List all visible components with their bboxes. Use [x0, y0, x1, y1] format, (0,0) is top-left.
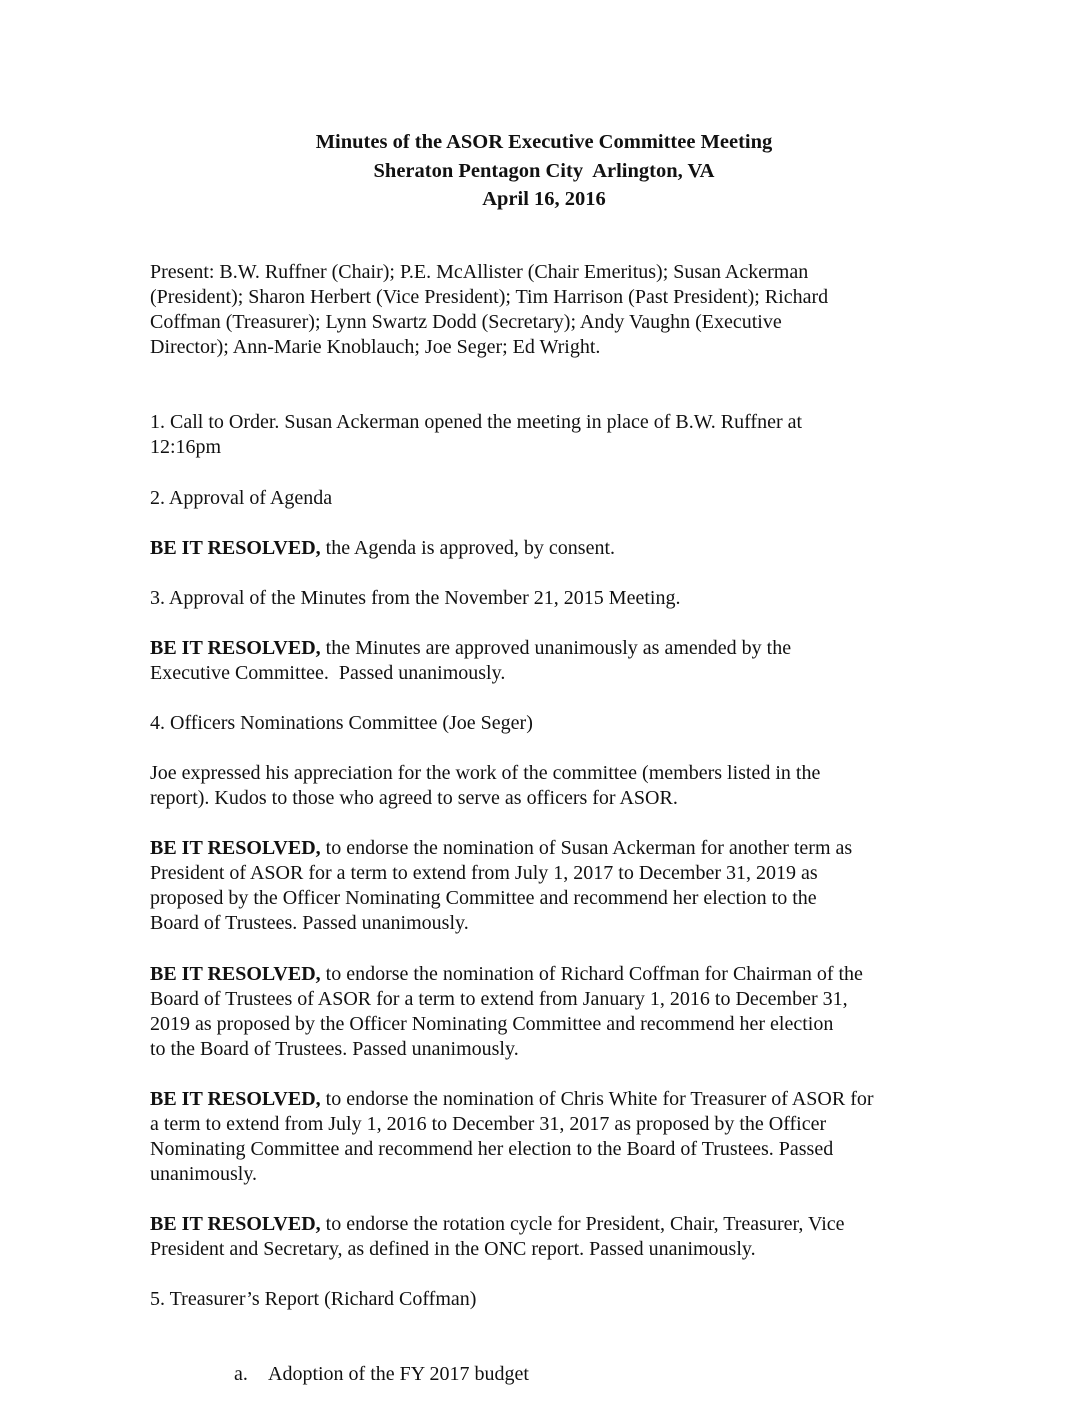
- resolution-treasurer-line-2: a term to extend from July 1, 2016 to December 31, 2017 as proposed by the Officer: [150, 1113, 827, 1135]
- officers-nominations-text: 4. Officers Nominations Committee (Joe Seger): [150, 712, 533, 734]
- resolution-rotation-text: to endorse the rotation cycle for President, Chair, Treasurer, Vice: [320, 1213, 845, 1235]
- title-line-2: Sheraton Pentagon City Arlington, VA: [373, 159, 715, 182]
- attendees-line-4: Director); Ann-Marie Knoblauch; Joe Seger; Ed Wright.: [150, 336, 601, 358]
- resolution-treasurer-line-3: Nominating Committee and recommend her election to the Board of Trustees. Passed: [150, 1138, 834, 1160]
- approval-of-agenda-text: 2. Approval of Agenda: [150, 487, 333, 509]
- resolution-treasurer-line-4: unanimously.: [150, 1163, 258, 1185]
- call-to-order-line-2: 12:16pm: [150, 436, 222, 458]
- resolved-label: BE IT RESOLVED,: [150, 837, 321, 859]
- resolution-chairman-text: to endorse the nomination of Richard Coffman for Chairman of the: [320, 963, 863, 985]
- resolution-agenda-text: the Agenda is approved, by consent.: [320, 537, 616, 559]
- resolved-label: BE IT RESOLVED,: [150, 1088, 321, 1110]
- resolution-chairman-line-4: to the Board of Trustees. Passed unanimously.: [150, 1038, 519, 1060]
- resolved-label: BE IT RESOLVED,: [150, 637, 321, 659]
- resolution-rotation-line-2: President and Secretary, as defined in the ONC report. Passed unanimously.: [150, 1238, 756, 1260]
- resolution-agenda: [150, 536, 950, 561]
- title-line-3: April 16, 2016: [482, 188, 606, 210]
- call-to-order-line-1: 1. Call to Order. Susan Ackerman opened the meeting in place of B.W. Ruffner at: [150, 411, 803, 433]
- joe-line-2: report). Kudos to those who agreed to serve as officers for ASOR.: [150, 787, 678, 809]
- approval-of-minutes-heading: [150, 586, 950, 611]
- list-marker: a.: [234, 1363, 248, 1385]
- resolution-treasurer: [150, 1087, 950, 1187]
- budget-adoption-text: Adoption of the FY 2017 budget: [268, 1363, 529, 1385]
- resolution-rotation-line-1: [150, 1212, 950, 1237]
- resolution-treasurer-text: to endorse the nomination of Chris White for Treasurer of ASOR for: [320, 1088, 874, 1110]
- attendees-line-3: Coffman (Treasurer); Lynn Swartz Dodd (Secretary); Andy Vaughn (Executive: [150, 311, 782, 333]
- resolution-president: [150, 836, 950, 936]
- resolution-chairman-line-3: 2019 as proposed by the Officer Nominating Committee and recommend her election: [150, 1013, 834, 1035]
- attendees-paragraph: [150, 260, 950, 360]
- resolution-minutes-line-1: [150, 636, 950, 661]
- resolution-chairman-line-2: Board of Trustees of ASOR for a term to extend from January 1, 2016 to December 31,: [150, 988, 848, 1010]
- joe-appreciation-paragraph: [150, 761, 950, 811]
- treasurers-report-heading: [150, 1287, 950, 1312]
- joe-line-1: Joe expressed his appreciation for the work of the committee (members listed in the: [150, 762, 821, 784]
- attendees-line-1: Present: B.W. Ruffner (Chair); P.E. McAllister (Chair Emeritus); Susan Ackerman: [150, 261, 809, 283]
- resolved-label: BE IT RESOLVED,: [150, 1213, 321, 1235]
- resolution-rotation-cycle: [150, 1212, 950, 1262]
- title-line-1: Minutes of the ASOR Executive Committee Meeting: [315, 131, 773, 153]
- treasurers-report-text: 5. Treasurer’s Report (Richard Coffman): [150, 1288, 477, 1310]
- resolution-president-line-2: President of ASOR for a term to extend from July 1, 2017 to December 31, 2019 as: [150, 862, 818, 884]
- approval-of-agenda-heading: [150, 486, 950, 511]
- officers-nominations-heading: [150, 711, 950, 736]
- resolution-president-text: to endorse the nomination of Susan Ackerman for another term as: [320, 837, 853, 859]
- approval-of-minutes-text: 3. Approval of the Minutes from the November 21, 2015 Meeting.: [150, 587, 681, 609]
- resolution-chairman: [150, 962, 950, 1062]
- resolution-minutes: [150, 636, 950, 686]
- resolution-minutes-text: the Minutes are approved unanimously as amended by the: [320, 637, 792, 659]
- resolution-president-line-1: [150, 836, 950, 861]
- attendees-line-2: (President); Sharon Herbert (Vice President); Tim Harrison (Past President); Richard: [150, 286, 829, 308]
- resolution-president-line-4: Board of Trustees. Passed unanimously.: [150, 912, 469, 934]
- document-title: [0, 128, 1088, 214]
- resolution-minutes-line-2: Executive Committee. Passed unanimously.: [150, 662, 506, 684]
- resolution-treasurer-line-1: [150, 1087, 950, 1112]
- resolution-chairman-line-1: [150, 962, 950, 987]
- call-to-order-paragraph: [150, 410, 950, 460]
- resolution-agenda-line-1: [150, 536, 950, 561]
- resolved-label: BE IT RESOLVED,: [150, 537, 321, 559]
- resolved-label: BE IT RESOLVED,: [150, 963, 321, 985]
- resolution-president-line-3: proposed by the Officer Nominating Committee and recommend her election to the: [150, 887, 817, 909]
- budget-adoption-item: [214, 1337, 529, 1412]
